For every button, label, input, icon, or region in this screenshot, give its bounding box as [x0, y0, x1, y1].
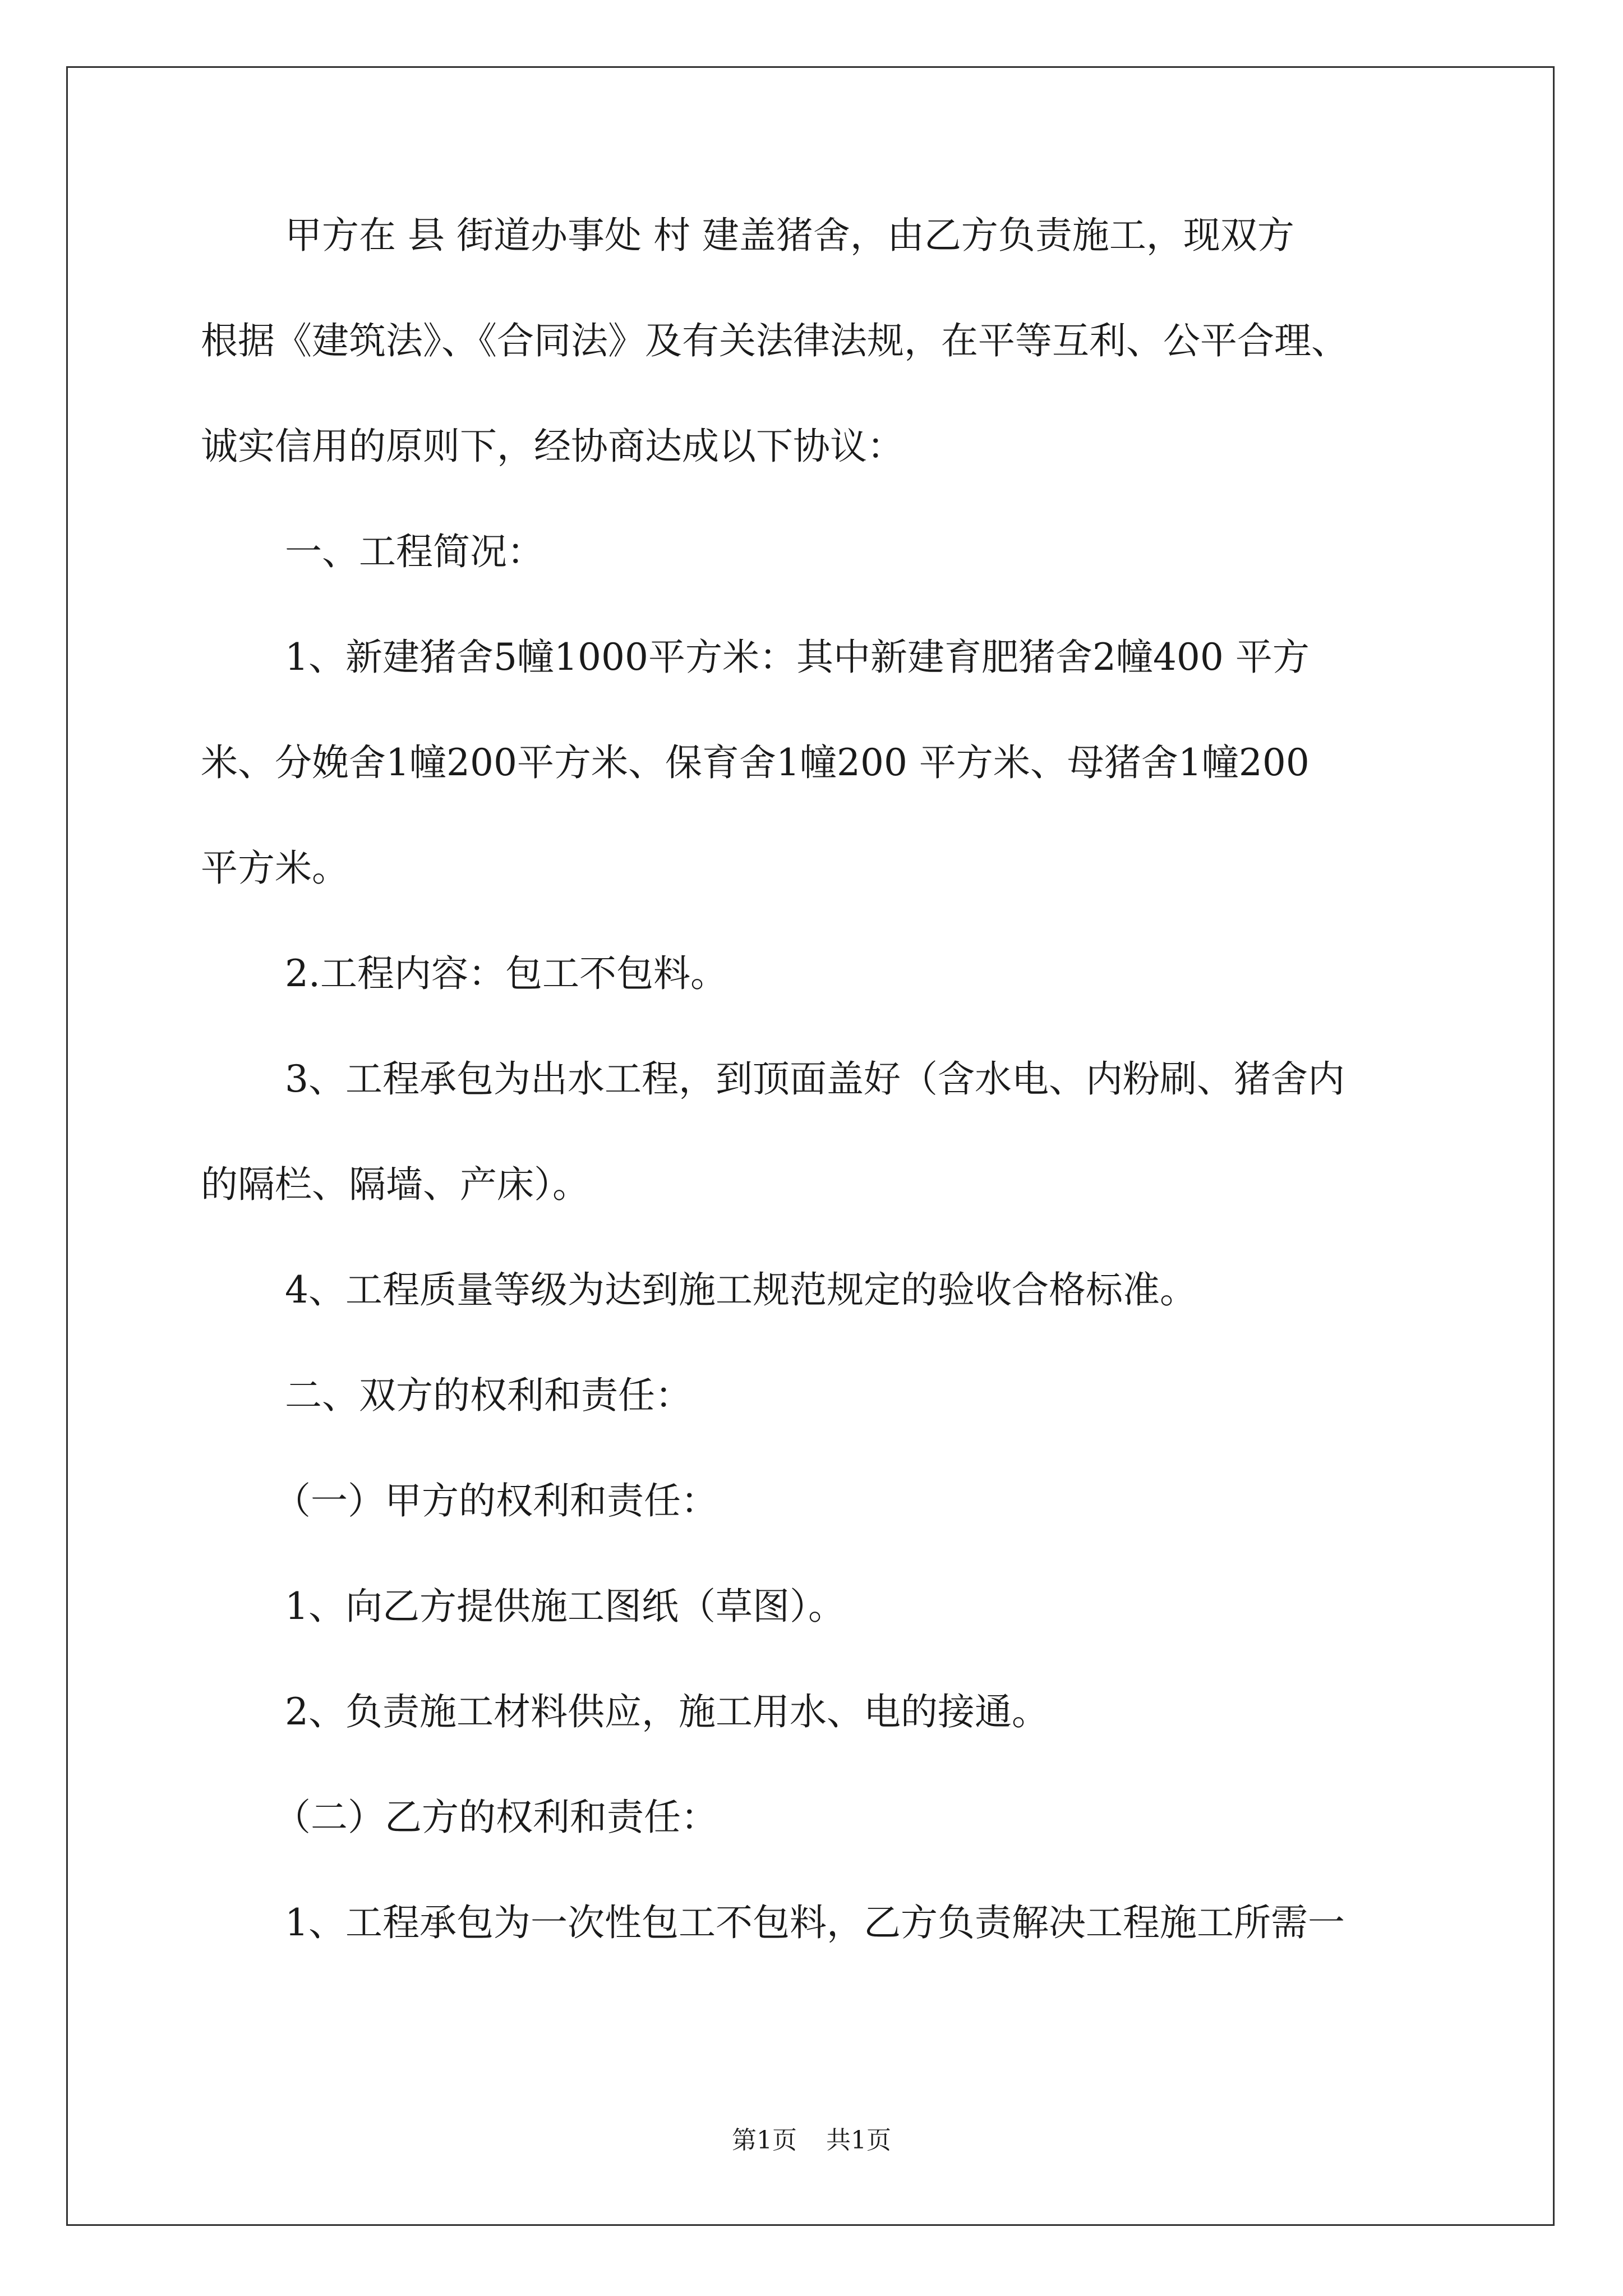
paragraph-line: 的隔栏、隔墙、产床）。: [201, 1163, 589, 1206]
paragraph-line: 1、新建猪舍5幢1000平方米：其中新建育肥猪舍2幢400 平方: [285, 636, 1310, 679]
page-footer: [0, 2124, 1623, 2157]
paragraph-line: 1、向乙方提供施工图纸（草图）。: [285, 1585, 845, 1628]
paragraph-line: 3、工程承包为出水工程，到顶面盖好（含水电、内粉刷、猪舍内: [285, 1057, 1345, 1101]
paragraph-line: 甲方在 县 街道办事处 村 建盖猪舍，由乙方负责施工，现双方: [285, 214, 1294, 257]
paragraph-line: 4、工程质量等级为达到施工规范规定的验收合格标准。: [285, 1268, 1197, 1312]
paragraph-line: 诚实信用的原则下，经协商达成以下协议：: [201, 425, 904, 468]
paragraph-line: 1、工程承包为一次性包工不包料，乙方负责解决工程施工所需一: [285, 1901, 1345, 1944]
paragraph-line: 2.工程内容：包工不包料。: [285, 952, 727, 995]
subsection-heading: （一）甲方的权利和责任：: [274, 1479, 718, 1522]
paragraph-line: 根据《建筑法》、《合同法》及有关法律法规，在平等互利、公平合理、: [201, 319, 1348, 362]
section-heading: 二、双方的权利和责任：: [285, 1374, 692, 1417]
section-heading: 一、工程简况：: [285, 530, 544, 573]
page-total: 共1页: [826, 2126, 891, 2155]
paragraph-line: 2、负责施工材料供应，施工用水、电的接通。: [285, 1690, 1049, 1733]
page-number: 第1页: [732, 2126, 797, 2155]
subsection-heading: （二）乙方的权利和责任：: [274, 1796, 718, 1839]
paragraph-line: 米、分娩舍1幢200平方米、保育舍1幢200 平方米、母猪舍1幢200: [201, 741, 1310, 784]
paragraph-line: 平方米。: [201, 846, 349, 890]
